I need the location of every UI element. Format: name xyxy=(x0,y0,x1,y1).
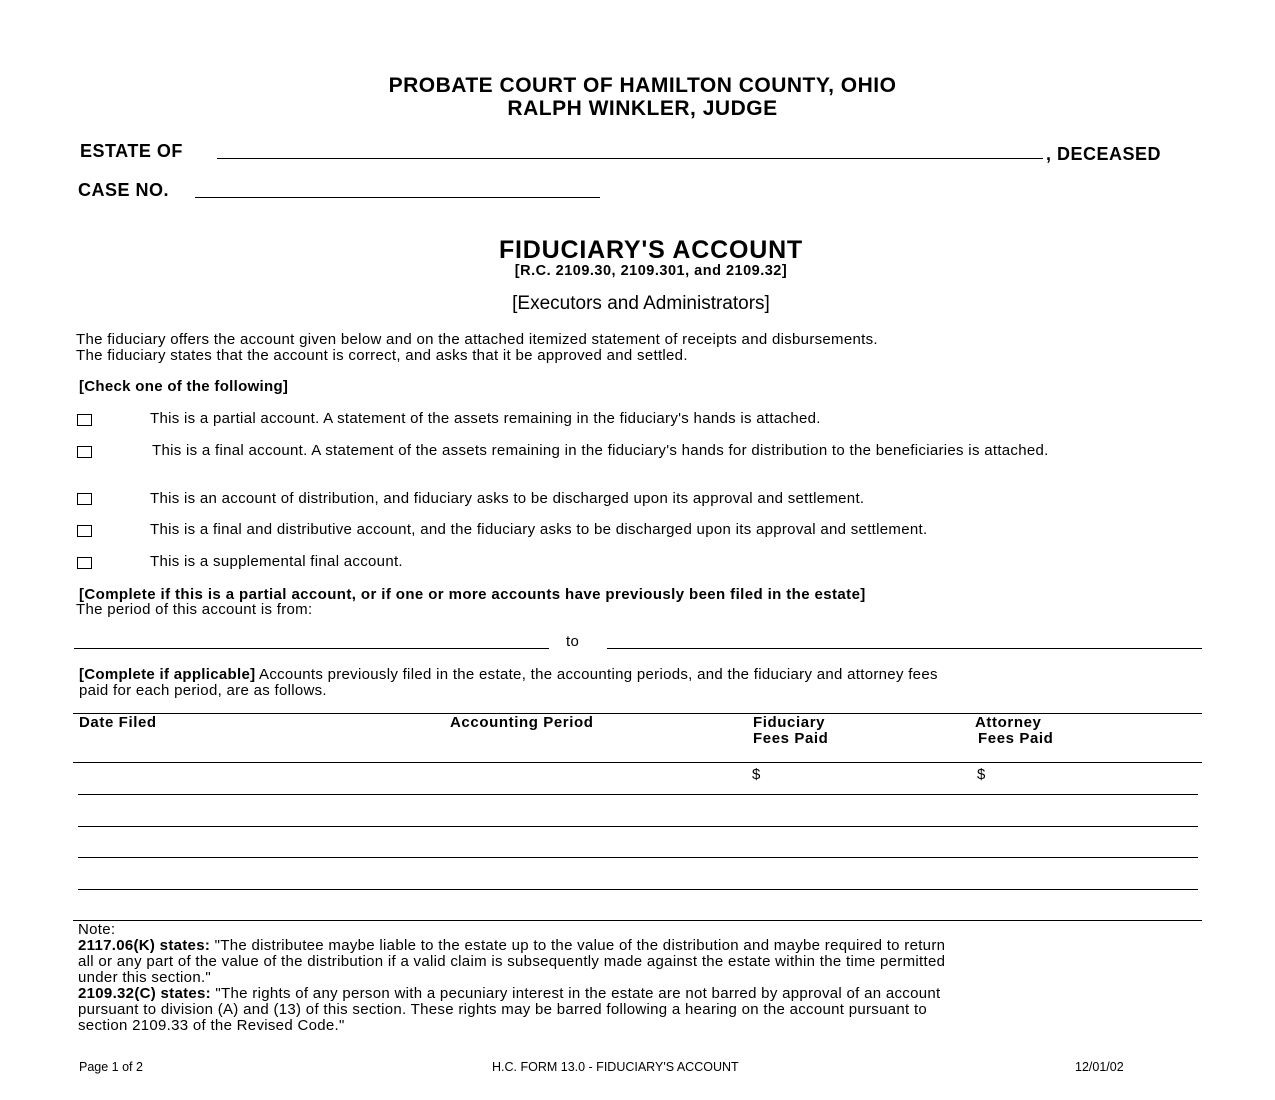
note-text-2109-line2: pursuant to division (A) and (13) of this section. These rights may be barred following a hearing on the account pursuant to xyxy=(78,1001,928,1018)
intro-line-1: The fiduciary offers the account given below and on the attached itemized statement of receipts and disbursements. xyxy=(76,331,878,348)
table-row[interactable] xyxy=(78,794,1198,795)
case-no-field[interactable] xyxy=(195,197,600,198)
partial-account-checkbox[interactable] xyxy=(77,414,92,426)
note-code-2109: 2109.32(C) states: xyxy=(78,985,211,1002)
case-no-label: CASE NO. xyxy=(78,180,170,200)
fiduciary-fees-currency: $ xyxy=(752,766,761,783)
period-instruction: [Complete if this is a partial account, or if one or more accounts have previously been filed in the estate] xyxy=(79,586,866,603)
table-row[interactable] xyxy=(78,826,1198,827)
supplemental-account-checkbox[interactable] xyxy=(77,557,92,569)
distribution-account-checkbox[interactable] xyxy=(77,493,92,505)
option-supplemental-account: This is a supplemental final account. xyxy=(150,553,403,570)
table-row[interactable] xyxy=(78,857,1198,858)
period-to-field[interactable] xyxy=(607,648,1202,649)
estate-of-label: ESTATE OF xyxy=(80,141,183,161)
period-to-label: to xyxy=(566,633,580,650)
note-text-2117-line2: all or any part of the value of the distribution if a valid claim is subsequently made against the estate within the time permitted xyxy=(78,953,946,970)
period-label: The period of this account is from: xyxy=(76,601,313,618)
header-fiduciary-fees xyxy=(753,715,828,747)
form-statutes: [R.C. 2109.30, 2109.301, and 2109.32] xyxy=(514,263,788,279)
table-header-rule xyxy=(73,762,1202,763)
header-fiduciary-fees-line2: Fees Paid xyxy=(753,730,829,747)
deceased-label: , DECEASED xyxy=(1046,144,1162,164)
option-final-account: This is a final account. A statement of the assets remaining in the fiduciary's hands for distribution to the beneficiaries is attached. xyxy=(152,442,1049,459)
note-section xyxy=(78,922,1218,1034)
previous-instruction-line-2: paid for each period, are as follows. xyxy=(79,682,327,699)
header-date-filed: Date Filed xyxy=(79,714,157,731)
header-accounting-period: Accounting Period xyxy=(450,714,594,731)
form-name-footer: H.C. FORM 13.0 - FIDUCIARY'S ACCOUNT xyxy=(492,1060,739,1074)
final-distributive-account-checkbox[interactable] xyxy=(77,525,92,537)
note-text-2117: "The distributee maybe liable to the estate up to the value of the distribution and maybe required to return xyxy=(210,937,946,954)
option-distribution-account: This is an account of distribution, and fiduciary asks to be discharged upon its approval and settlement. xyxy=(150,490,865,507)
page-number: Page 1 of 2 xyxy=(79,1060,143,1074)
estate-name-field[interactable] xyxy=(217,158,1043,159)
header-attorney-fees xyxy=(975,715,1053,747)
note-text-2117-line3: under this section." xyxy=(78,969,212,986)
final-account-checkbox[interactable] xyxy=(77,446,92,458)
period-from-field[interactable] xyxy=(74,648,549,649)
note-label: Note: xyxy=(78,921,116,938)
form-subtitle: [Executors and Administrators] xyxy=(512,293,770,314)
attorney-fees-currency: $ xyxy=(977,766,986,783)
previous-instruction-bold: [Complete if applicable] xyxy=(79,666,256,683)
note-text-2109: "The rights of any person with a pecuniary interest in the estate are not barred by approval of an account xyxy=(210,985,941,1002)
header-attorney-fees-line2: Fees Paid xyxy=(978,730,1054,747)
note-text-2109-line3: section 2109.33 of the Revised Code." xyxy=(78,1017,345,1034)
previous-instruction-text: Accounts previously filed in the estate, the accounting periods, and the fiduciary and attorney fees xyxy=(255,666,938,683)
header-attorney-fees-line1: Attorney xyxy=(975,714,1042,731)
note-code-2117: 2117.06(K) states: xyxy=(78,937,211,954)
intro-line-2: The fiduciary states that the account is correct, and asks that it be approved and settled. xyxy=(76,347,688,364)
intro-text xyxy=(76,332,878,364)
court-header xyxy=(0,74,1275,120)
court-name: PROBATE COURT OF HAMILTON COUNTY, OHIO xyxy=(388,74,897,97)
check-instruction: [Check one of the following] xyxy=(79,378,289,395)
judge-name: RALPH WINKLER, JUDGE xyxy=(507,97,778,120)
table-row[interactable] xyxy=(78,889,1198,890)
option-partial-account: This is a partial account. A statement of the assets remaining in the fiduciary's hands is attached. xyxy=(150,410,821,427)
table-bottom-rule xyxy=(73,920,1202,921)
form-title: FIDUCIARY'S ACCOUNT xyxy=(498,236,803,264)
option-final-distributive-account: This is a final and distributive account, and the fiduciary asks to be discharged upon its approval and settlement. xyxy=(150,521,928,538)
form-date: 12/01/02 xyxy=(1075,1060,1124,1074)
previous-accounts-instruction xyxy=(79,667,1219,699)
header-fiduciary-fees-line1: Fiduciary xyxy=(753,714,826,731)
